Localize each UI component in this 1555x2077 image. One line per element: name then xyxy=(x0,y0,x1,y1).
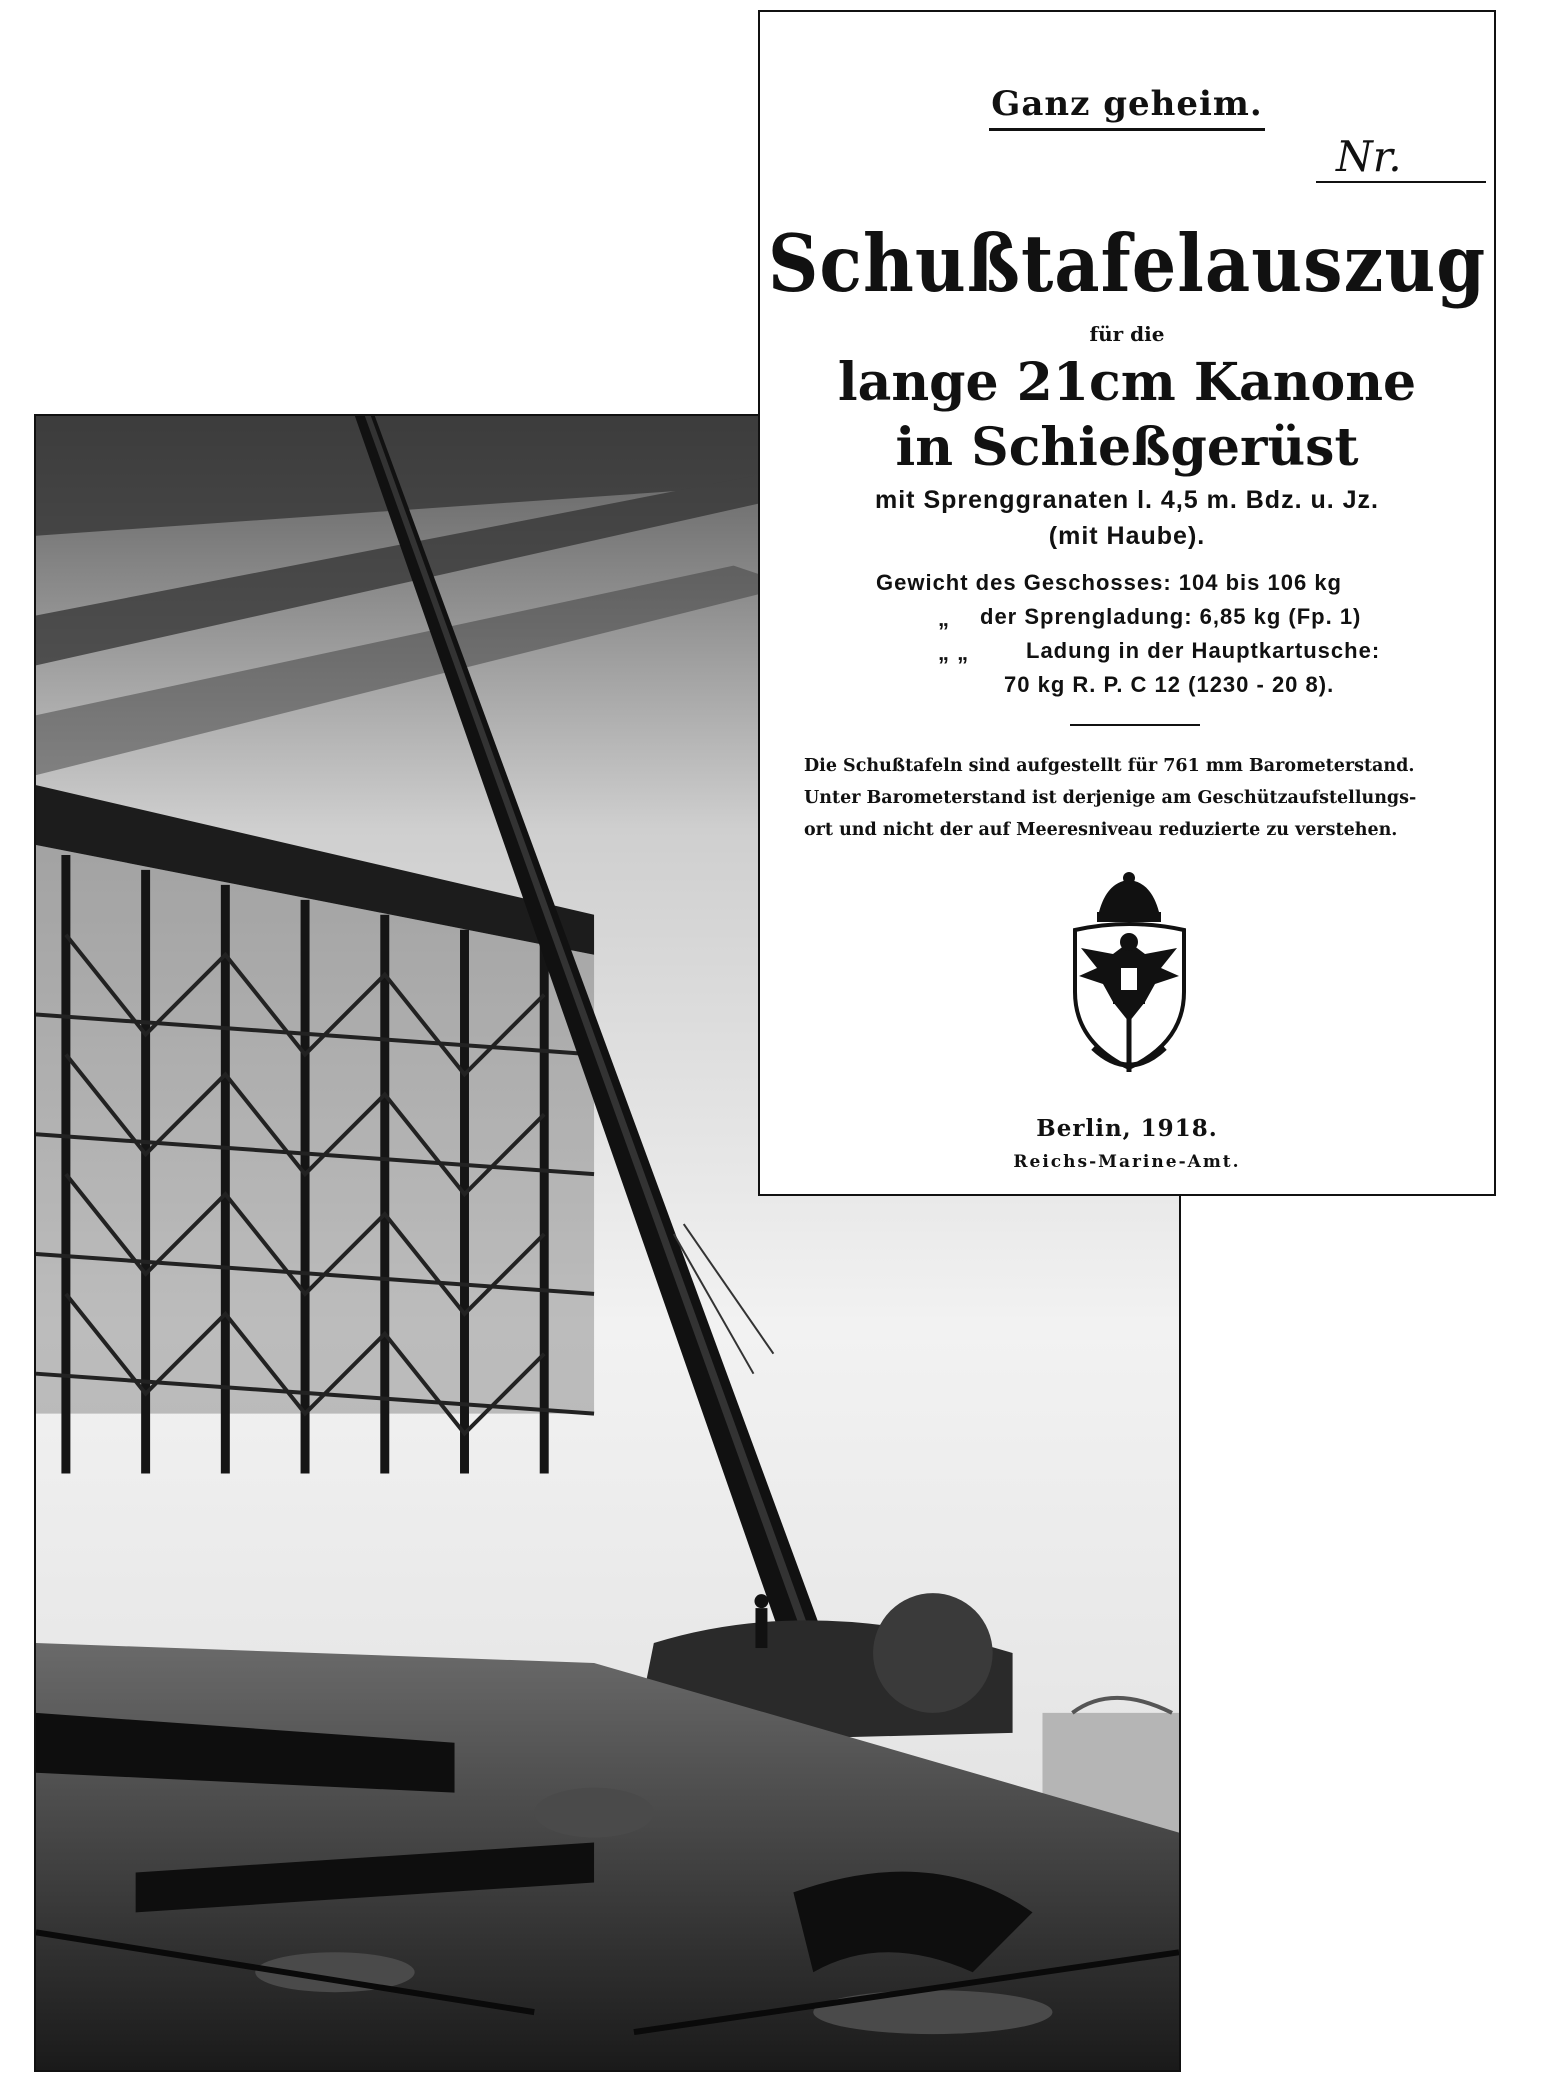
spec-main-charge: Ladung in der Hauptkartusche: xyxy=(1026,638,1381,663)
gun-name-line1: lange 21cm Kanone xyxy=(837,352,1417,413)
gun-name-line2: in Schießgerüst xyxy=(895,417,1359,478)
classification-label: Ganz geheim. xyxy=(760,84,1494,124)
publisher: Reichs-Marine-Amt. xyxy=(1013,1152,1241,1172)
note-line2: Unter Barometerstand ist derjenige am Geschützaufstellungs- xyxy=(804,788,1417,808)
spec-main-charge-value: 70 kg R. P. C 12 (1230 - 20 8). xyxy=(1004,672,1335,697)
ammunition-line2: (mit Haube). xyxy=(1048,522,1206,550)
note-line3: ort und nicht der auf Meeresniveau reduzierte zu verstehen. xyxy=(804,820,1398,840)
ditto-mark-double: „ „ xyxy=(938,640,970,665)
ammunition-line1: mit Sprenggranaten l. 4,5 m. Bdz. u. Jz. xyxy=(875,486,1379,514)
divider xyxy=(1070,724,1200,726)
number-field: Nr. xyxy=(1316,132,1486,183)
ditto-mark: „ xyxy=(938,606,950,631)
publication-place-year: Berlin, 1918. xyxy=(1036,1115,1218,1142)
for-label: für die xyxy=(1089,322,1165,346)
imperial-eagle-anchor-emblem-icon xyxy=(1057,872,1202,1082)
spec-burst-charge: der Sprengladung: 6,85 kg (Fp. 1) xyxy=(980,604,1362,629)
note-line1: Die Schußtafeln sind aufgestellt für 761 mm Barometerstand. xyxy=(804,756,1415,776)
firing-table-cover xyxy=(758,10,1496,1196)
document-title: Schußtafelauszug xyxy=(767,217,1487,310)
spec-projectile-weight: Gewicht des Geschosses: 104 bis 106 kg xyxy=(876,570,1342,595)
